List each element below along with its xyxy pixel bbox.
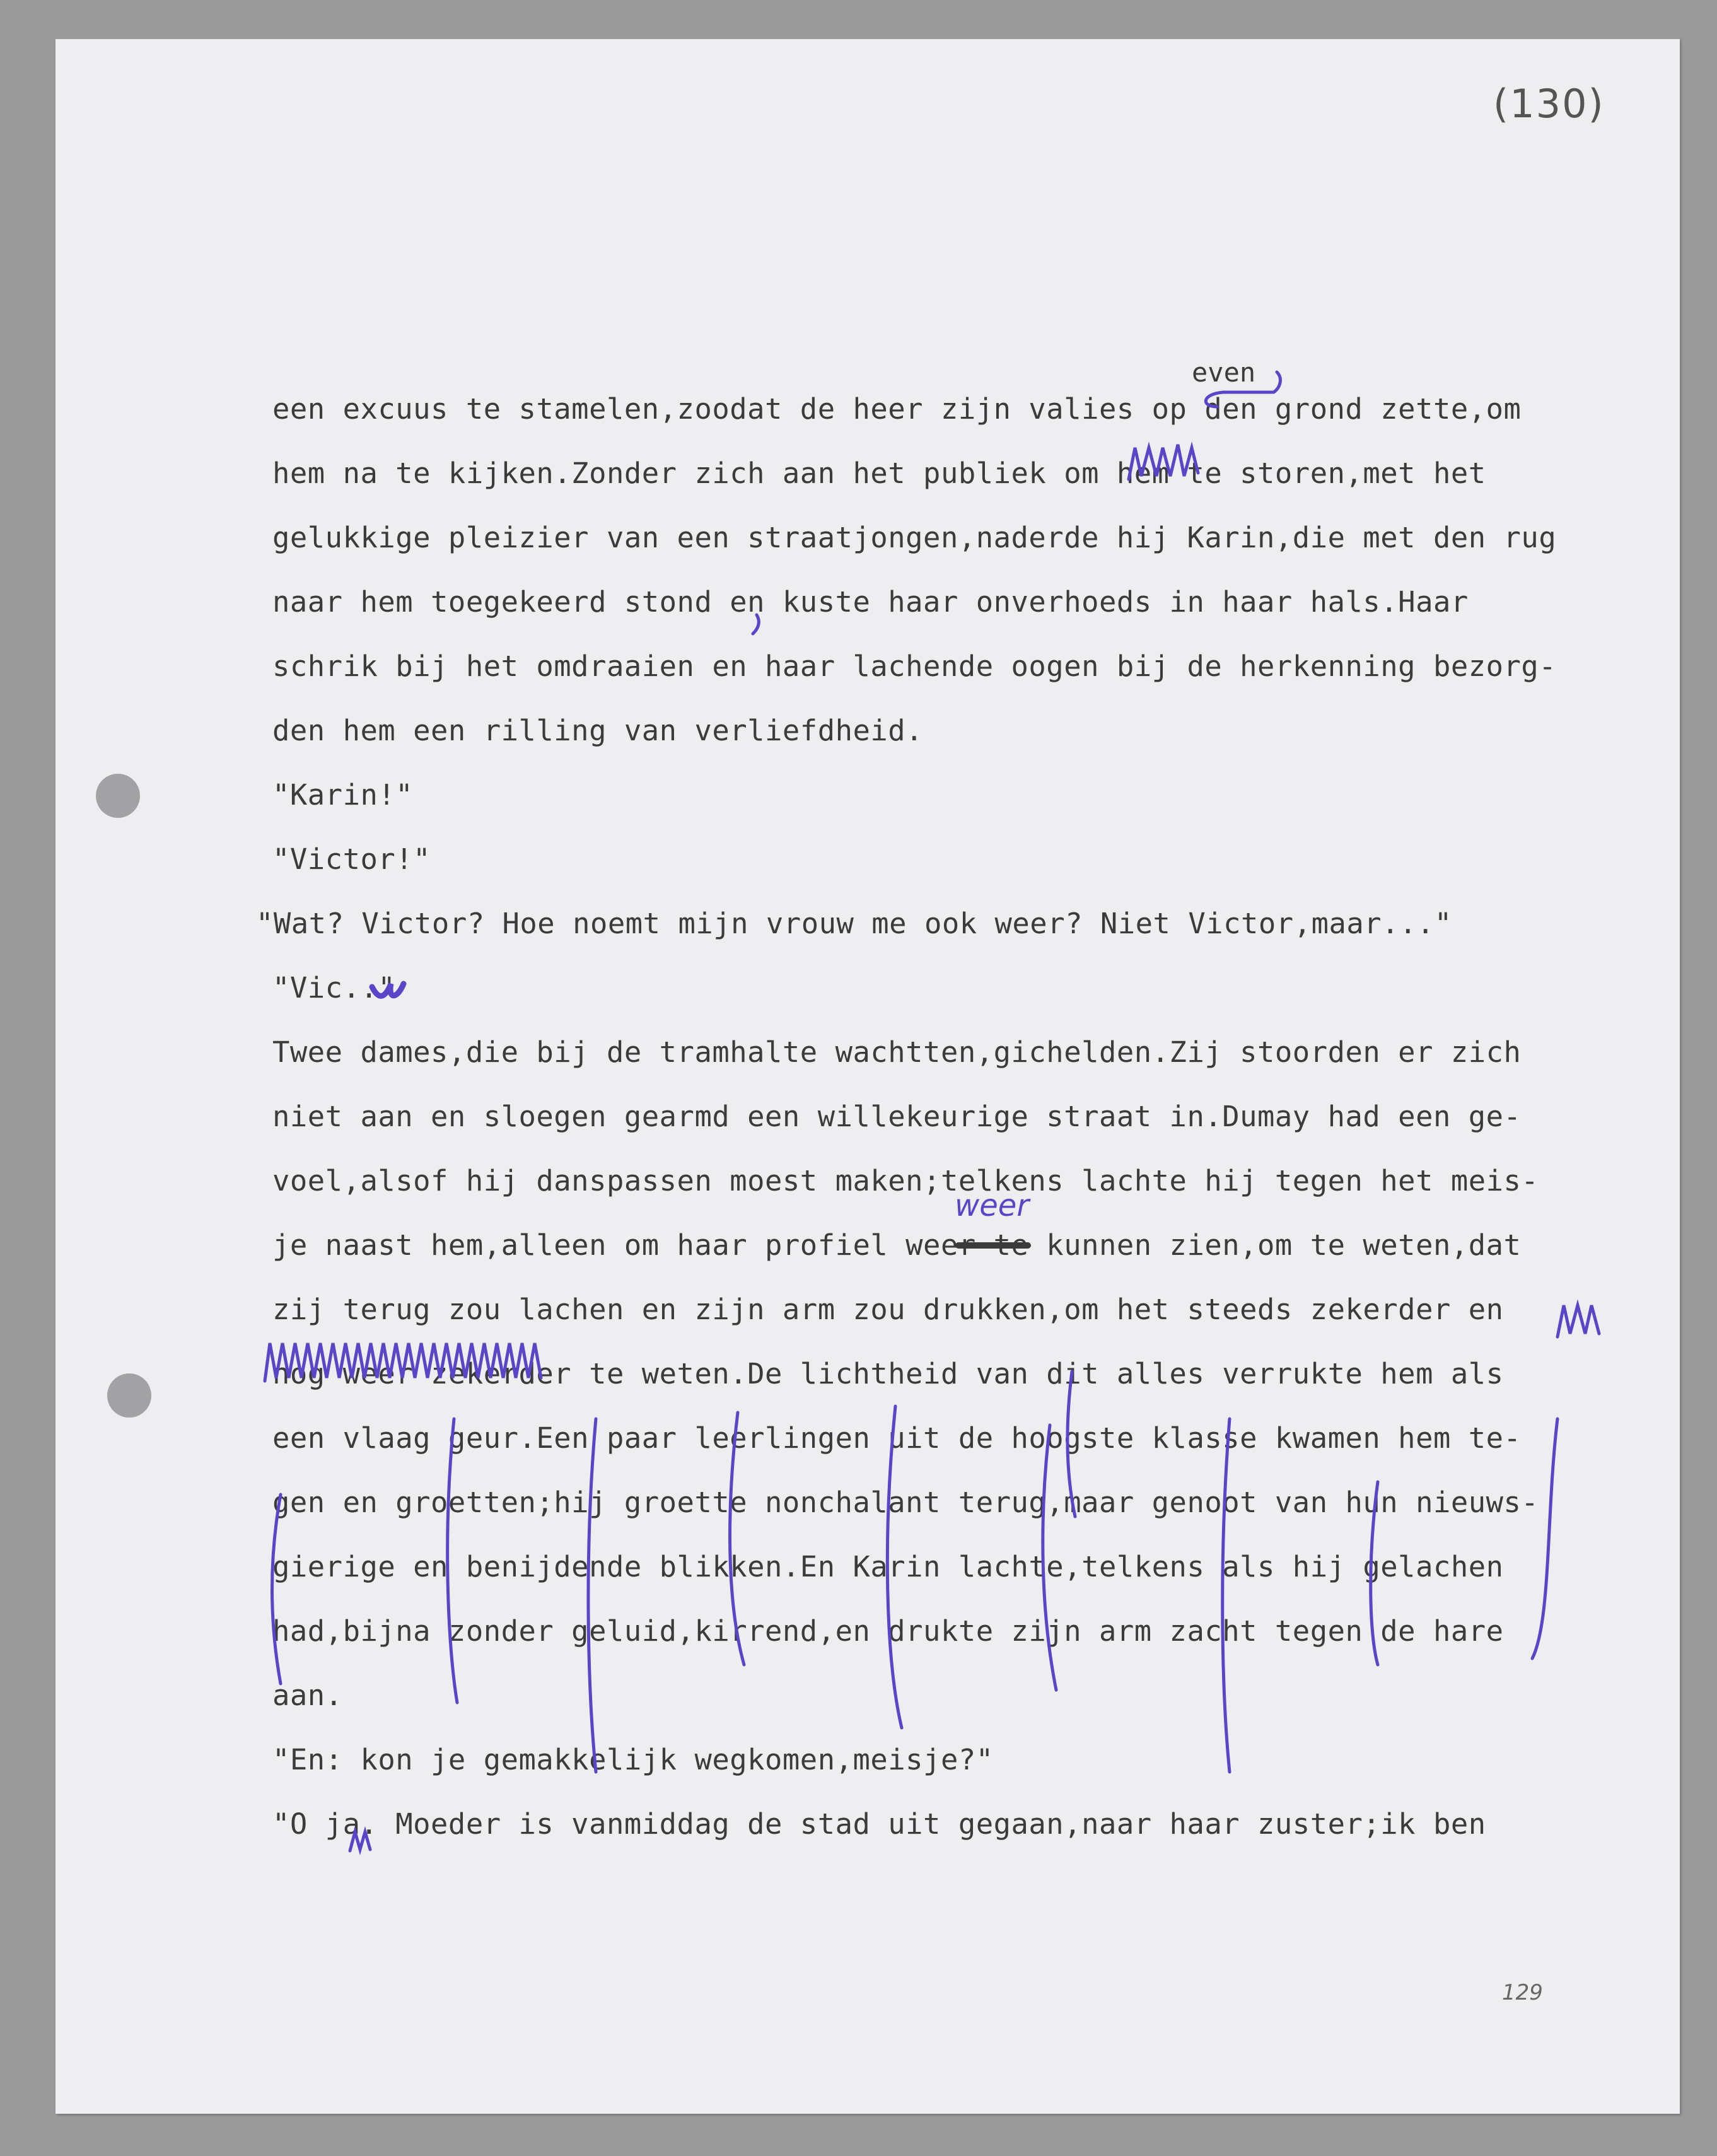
insertion-weer: weer <box>955 1188 1030 1223</box>
typed-line: een vlaag geur.Een paar leerlingen uit de hoogste klasse kwamen hem te- <box>272 1421 1522 1455</box>
page-number: (130) <box>1493 81 1605 127</box>
typed-line: "Vic.." <box>272 971 396 1005</box>
typed-line: Twee dames,die bij de tramhalte wachtten,gichelden.Zij stoorden er zich <box>272 1035 1522 1069</box>
typed-line: gierige en benijdende blikken.En Karin lachte,telkens als hij gelachen <box>272 1550 1504 1583</box>
typed-line: schrik bij het omdraaien en haar lachende oogen bij de herkenning bezorg- <box>272 650 1557 683</box>
typed-line: voel,alsof hij danspassen moest maken;telkens lachte hij tegen het meis- <box>272 1164 1539 1197</box>
typed-line: "O ja. Moeder is vanmiddag de stad uit gegaan,naar haar zuster;ik ben <box>272 1807 1486 1841</box>
typed-line: "En: kon je gemakkelijk wegkomen,meisje?" <box>272 1743 994 1776</box>
typed-line: gen en groetten;hij groette nonchalant terug,maar genoot van hun nieuws- <box>272 1486 1539 1519</box>
typed-line: je naast hem,alleen om haar profiel weer te kunnen zien,om te weten,dat <box>272 1228 1522 1262</box>
insertion-even: even <box>1192 357 1256 388</box>
typed-line: een excuus te stamelen,zoodat de heer zijn valies op den grond zette,om <box>272 392 1522 426</box>
typed-line: naar hem toegekeerd stond en kuste haar onverhoeds in haar hals.Haar <box>272 585 1469 619</box>
typed-line: had,bijna zonder geluid,kirrend,en drukte zijn arm zacht tegen de hare <box>272 1614 1504 1648</box>
typed-line: den hem een rilling van verliefdheid. <box>272 714 924 747</box>
typed-line: gelukkige pleizier van een straatjongen,naderde hij Karin,die met den rug <box>272 521 1557 554</box>
typed-line: nog weer zekerder te weten.De lichtheid van dit alles verrukte hem als <box>272 1357 1504 1390</box>
footer-page-number: 129 <box>1502 1980 1543 2005</box>
typed-line: zij terug zou lachen en zijn arm zou drukken,om het steeds zekerder en <box>272 1293 1504 1326</box>
typed-line: "Karin!" <box>272 778 414 812</box>
typed-line: hem na te kijken.Zonder zich aan het publiek om hem te storen,met het <box>272 457 1486 490</box>
typed-line: "Wat? Victor? Hoe noemt mijn vrouw me ook weer? Niet Victor,maar..." <box>256 907 1452 940</box>
typed-line: niet aan en sloegen gearmd een willekeurige straat in.Dumay had een ge- <box>272 1100 1522 1133</box>
typed-line: "Victor!" <box>272 842 431 876</box>
typed-line: aan. <box>272 1679 343 1712</box>
